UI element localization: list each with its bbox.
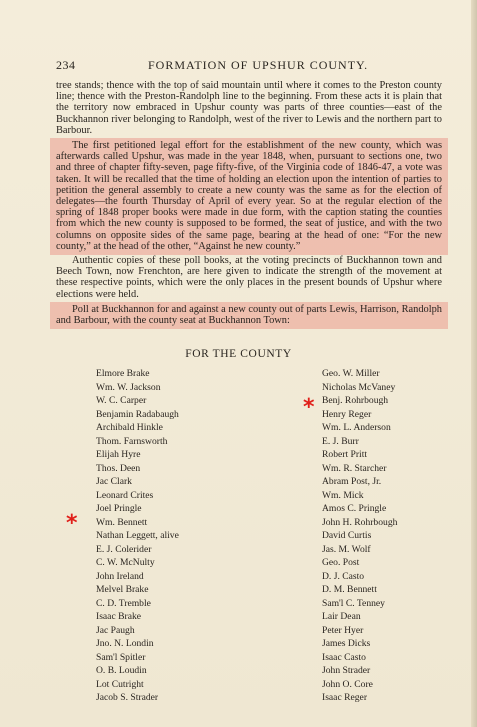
voter-name: Nicholas McVaney [322, 381, 396, 393]
voter-name: John O. Core [322, 678, 373, 690]
voter-name: Leonard Crites [96, 489, 154, 501]
names-column-right [322, 367, 397, 705]
page-edge [471, 0, 477, 727]
voter-name: Isaac Brake [96, 611, 142, 622]
voter-name: Joel Pringle [96, 503, 142, 514]
voter-name: Isaac Reger [322, 692, 368, 703]
page-number: 234 [56, 58, 76, 72]
paragraph-poll-books: Authentic copies of these poll books, at the voting precincts of Buckhannon town and Beech Town, now Frenchton, are here given to indicate the strength of the movement at these respective points, which were the only places in the present bounds of Upshur where elections were held. [56, 255, 442, 300]
voter-name: Geo. Post [322, 557, 360, 568]
voter-name: Benj. Rohrbough [322, 395, 389, 406]
running-title: FORMATION OF UPSHUR COUNTY. [148, 58, 369, 72]
voter-name: Sam'l C. Tenney [322, 597, 385, 609]
voter-name: C. W. McNulty [96, 557, 155, 568]
voter-name: Jas. M. Wolf [322, 543, 371, 555]
names-column-left [96, 367, 179, 705]
red-asterisk-marker: * [66, 511, 78, 536]
voter-name: Wm. Bennett [96, 516, 148, 528]
voter-name: Wm. R. Starcher [322, 462, 387, 474]
voter-name: John Strader [322, 665, 371, 676]
voter-name: Sam'l Spitler [96, 651, 146, 663]
voter-name: Isaac Casto [322, 651, 366, 663]
paragraph-poll-at-buckhannon-highlighted: Poll at Buckhannon for and against a new county out of parts Lewis, Harrison, Randolph and Barbour, with the county seat at Buckhannon Town: [50, 302, 448, 329]
page-header [56, 58, 442, 74]
paragraph-boundary-description: tree stands; thence with the top of said mountain until where it comes to the Preston county line; thence with the Preston-Randolph line to the beginning. From these acts it is plain that the territory now embraced in Upshur county was parts of three counties—east of the Buckhannon river belonging to Randolph, west of the river to Lewis and the northern part to Barbour. [56, 80, 442, 136]
voter-name: Abram Post, Jr. [322, 476, 382, 487]
voter-name: John H. Rohrbough [322, 516, 398, 528]
voter-name: Melvel Brake [96, 584, 149, 595]
voter-name: Jac Clark [96, 476, 132, 487]
voter-name: Wm. L. Anderson [322, 422, 391, 433]
voter-name: Benjamin Radabaugh [96, 408, 179, 420]
voter-name: Jacob S. Strader [96, 692, 159, 703]
voter-name: Lot Cutright [96, 678, 144, 690]
voter-name: David Curtis [322, 530, 372, 541]
paragraph-first-petition-highlighted: The first petitioned legal effort for the establishment of the new county, which was afterwards called Upshur, was made in the year 1848, when, pursuant to sections one, two and three of chapter fifty-seven, page fifty-five, of the Virginia code of 1846-47, a vote was taken. It will be recalled that the time of holding an election upon the intention of parties to petition the general assembly to create a new county was the same as for the election of delegates—the fourth Thursday of April of every year. So at the regular election of the spring of 1848 proper books were made in due form, with the caption stating the counties from which the new county is supposed to be formed, the seat of justice, and with the two columns on opposite sides of the same page, bearing at the head of one: “For the new county,” at the head of the other, “Against he new county.” [50, 138, 448, 255]
voter-name: Elmore Brake [96, 368, 150, 379]
voter-name: D. M. Bennett [322, 584, 377, 595]
voter-name: Elijah Hyre [96, 449, 141, 460]
voter-name: Nathan Leggett, alive [96, 530, 179, 541]
voter-name: Archibald Hinkle [96, 422, 163, 433]
voter-name: Henry Reger [322, 408, 372, 420]
voter-name: Wm. Mick [322, 489, 364, 501]
voter-name: O. B. Loudin [96, 665, 147, 676]
voter-name: C. D. Tremble [96, 597, 151, 609]
voter-name: John Ireland [96, 570, 144, 582]
voter-name: James Dicks [322, 638, 371, 649]
voter-name: W. C. Carper [96, 395, 147, 406]
red-asterisk-marker: * [303, 395, 315, 420]
voter-name: Geo. W. Miller [322, 368, 380, 379]
voter-name: Lair Dean [322, 611, 361, 622]
voter-name: D. J. Casto [322, 570, 365, 582]
voter-name: Peter Hyer [322, 624, 364, 636]
section-title: FOR THE COUNTY [185, 348, 292, 360]
voter-name: Wm. W. Jackson [96, 381, 161, 393]
voter-name: Robert Pritt [322, 449, 368, 460]
voter-name: Jno. N. Londin [96, 638, 154, 649]
voter-name: Amos C. Pringle [322, 503, 387, 514]
body-text [56, 80, 442, 329]
voter-name: Jac Paugh [96, 624, 135, 636]
voter-name: Thom. Farnsworth [96, 435, 168, 447]
voter-name: Thos. Deen [96, 462, 141, 474]
voter-name: E. J. Colerider [96, 543, 152, 555]
voter-name: E. J. Burr [322, 435, 359, 447]
